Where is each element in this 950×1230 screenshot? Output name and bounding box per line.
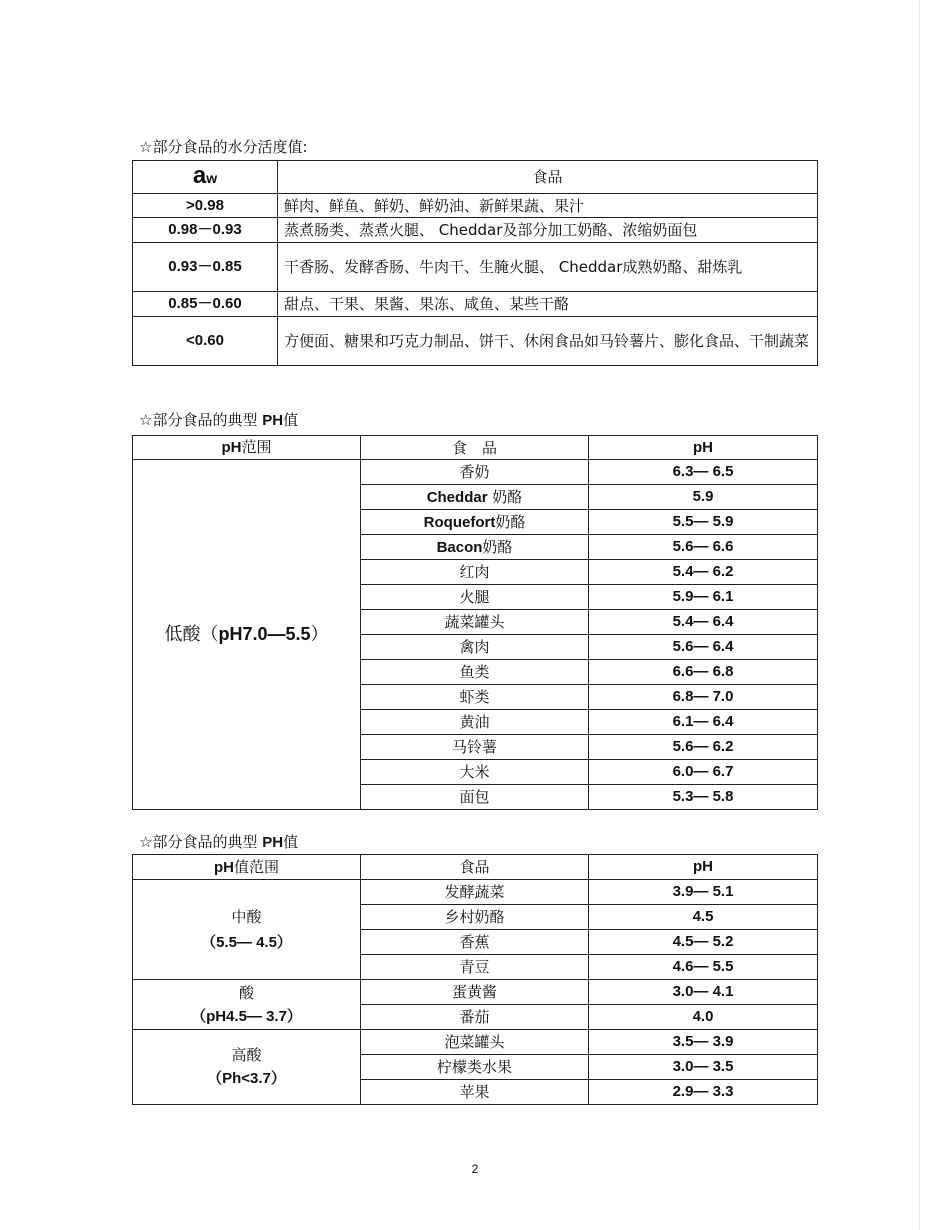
food-cell: 青豆 <box>361 955 589 980</box>
table-row <box>133 243 818 292</box>
food-header-cell: 食品 <box>278 161 818 194</box>
caption-suffix: 值 <box>283 833 299 851</box>
water-activity-table <box>132 160 818 366</box>
ph-value-cell: 6.6— 6.8 <box>589 660 818 685</box>
table-row <box>133 1030 818 1055</box>
table-row <box>133 980 818 1005</box>
food-cell: 大米 <box>361 760 589 785</box>
ph-value-cell: 2.9— 3.3 <box>589 1080 818 1105</box>
ph-value-cell: 5.9 <box>589 485 818 510</box>
ph-value-cell: 5.9— 6.1 <box>589 585 818 610</box>
food-cell: 火腿 <box>361 585 589 610</box>
ph-value-cell: 5.5— 5.9 <box>589 510 818 535</box>
ph-value-cell: 4.0 <box>589 1005 818 1030</box>
food-cell: 黄油 <box>361 710 589 735</box>
food-header-cell: 食品 <box>361 855 589 880</box>
ph-value-cell: 6.0— 6.7 <box>589 760 818 785</box>
range-header-cell: pH范围 <box>133 436 361 460</box>
caption-prefix: ☆部分食品的典型 <box>139 833 263 851</box>
table-row <box>133 317 818 366</box>
food-cell: 面包 <box>361 785 589 810</box>
aw-range-cell: 0.98－0.93 <box>133 218 278 243</box>
ph-low-table-caption <box>139 410 298 431</box>
ph-value-cell: 3.9— 5.1 <box>589 880 818 905</box>
low-acid-group-cell: 低酸（pH7.0—5.5） <box>133 460 361 810</box>
aw-header-cell <box>133 161 278 194</box>
food-cell: 柠檬类水果 <box>361 1055 589 1080</box>
ph-value-cell: 4.5— 5.2 <box>589 930 818 955</box>
aw-foods-cell: 方便面、糖果和巧克力制品、饼干、休闲食品如马铃薯片、膨化食品、干制蔬菜 <box>278 317 818 366</box>
ph-value-cell: 5.6— 6.2 <box>589 735 818 760</box>
ph-value-cell: 5.4— 6.2 <box>589 560 818 585</box>
caption-suffix: 值 <box>283 411 299 429</box>
page-number: 2 <box>471 1162 479 1176</box>
medium-acid-group-cell: 中酸 （5.5— 4.5） <box>133 880 361 980</box>
food-cell: 苹果 <box>361 1080 589 1105</box>
aw-table-header-row <box>133 161 818 194</box>
aw-symbol: a <box>192 161 207 189</box>
ph-value-cell: 5.3— 5.8 <box>589 785 818 810</box>
food-cell: 香蕉 <box>361 930 589 955</box>
high-acid-group-cell: 高酸 （Ph<3.7） <box>133 1030 361 1105</box>
ph-value-cell: 5.6— 6.6 <box>589 535 818 560</box>
acid-group-cell: 酸 （pH4.5— 3.7） <box>133 980 361 1030</box>
food-cell: 鱼类 <box>361 660 589 685</box>
food-cell: 香奶 <box>361 460 589 485</box>
food-cell: 乡村奶酪 <box>361 905 589 930</box>
caption-ph: PH <box>262 834 284 851</box>
food-cell: 番茄 <box>361 1005 589 1030</box>
ph-value-cell: 5.6— 6.4 <box>589 635 818 660</box>
caption-ph: PH <box>262 412 284 429</box>
ph-value-cell: 3.0— 4.1 <box>589 980 818 1005</box>
table-row <box>133 880 818 905</box>
food-cell: Bacon奶酪 <box>361 535 589 560</box>
table-row <box>133 194 818 218</box>
aw-table-caption: ☆部分食品的水分活度值: <box>139 138 308 156</box>
ph-header-cell: pH <box>589 855 818 880</box>
ph-value-cell: 6.3— 6.5 <box>589 460 818 485</box>
ph-value-cell: 6.1— 6.4 <box>589 710 818 735</box>
aw-foods-cell: 鲜肉、鲜鱼、鲜奶、鲜奶油、新鲜果蔬、果汁 <box>278 194 818 218</box>
ph-value-cell: 4.6— 5.5 <box>589 955 818 980</box>
ph-table-header-row <box>133 436 818 460</box>
ph-value-cell: 6.8— 7.0 <box>589 685 818 710</box>
aw-range-cell: >0.98 <box>133 194 278 218</box>
food-cell: 蛋黄酱 <box>361 980 589 1005</box>
food-cell: 泡菜罐头 <box>361 1030 589 1055</box>
table-row <box>133 460 818 485</box>
ph-acid-table <box>132 854 818 1105</box>
aw-subscript: w <box>206 169 218 186</box>
food-header-cell: 食 品 <box>361 436 589 460</box>
food-cell: 禽肉 <box>361 635 589 660</box>
ph-value-cell: 5.4— 6.4 <box>589 610 818 635</box>
food-cell: Cheddar 奶酪 <box>361 485 589 510</box>
aw-range-cell: 0.85－0.60 <box>133 292 278 317</box>
aw-foods-cell: 甜点、干果、果酱、果冻、咸鱼、某些干酪 <box>278 292 818 317</box>
aw-foods-cell: 蒸煮肠类、蒸煮火腿、 Cheddar及部分加工奶酪、浓缩奶面包 <box>278 218 818 243</box>
food-cell: Roquefort奶酪 <box>361 510 589 535</box>
range-header-cell: pH值范围 <box>133 855 361 880</box>
ph-low-acid-table <box>132 435 818 810</box>
ph-value-cell: 4.5 <box>589 905 818 930</box>
ph-value-cell: 3.0— 3.5 <box>589 1055 818 1080</box>
ph-header-cell: pH <box>589 436 818 460</box>
aw-foods-cell: 干香肠、发酵香肠、牛肉干、生腌火腿、 Cheddar成熟奶酪、甜炼乳 <box>278 243 818 292</box>
ph-acid-table-caption <box>139 832 298 853</box>
ph-value-cell: 3.5— 3.9 <box>589 1030 818 1055</box>
aw-range-cell: <0.60 <box>133 317 278 366</box>
ph-table-header-row <box>133 855 818 880</box>
food-cell: 发酵蔬菜 <box>361 880 589 905</box>
page-edge-line <box>919 0 920 1230</box>
food-cell: 红肉 <box>361 560 589 585</box>
food-cell: 马铃薯 <box>361 735 589 760</box>
caption-prefix: ☆部分食品的典型 <box>139 411 263 429</box>
food-cell: 虾类 <box>361 685 589 710</box>
table-row <box>133 218 818 243</box>
food-cell: 蔬菜罐头 <box>361 610 589 635</box>
aw-range-cell: 0.93－0.85 <box>133 243 278 292</box>
table-row <box>133 292 818 317</box>
